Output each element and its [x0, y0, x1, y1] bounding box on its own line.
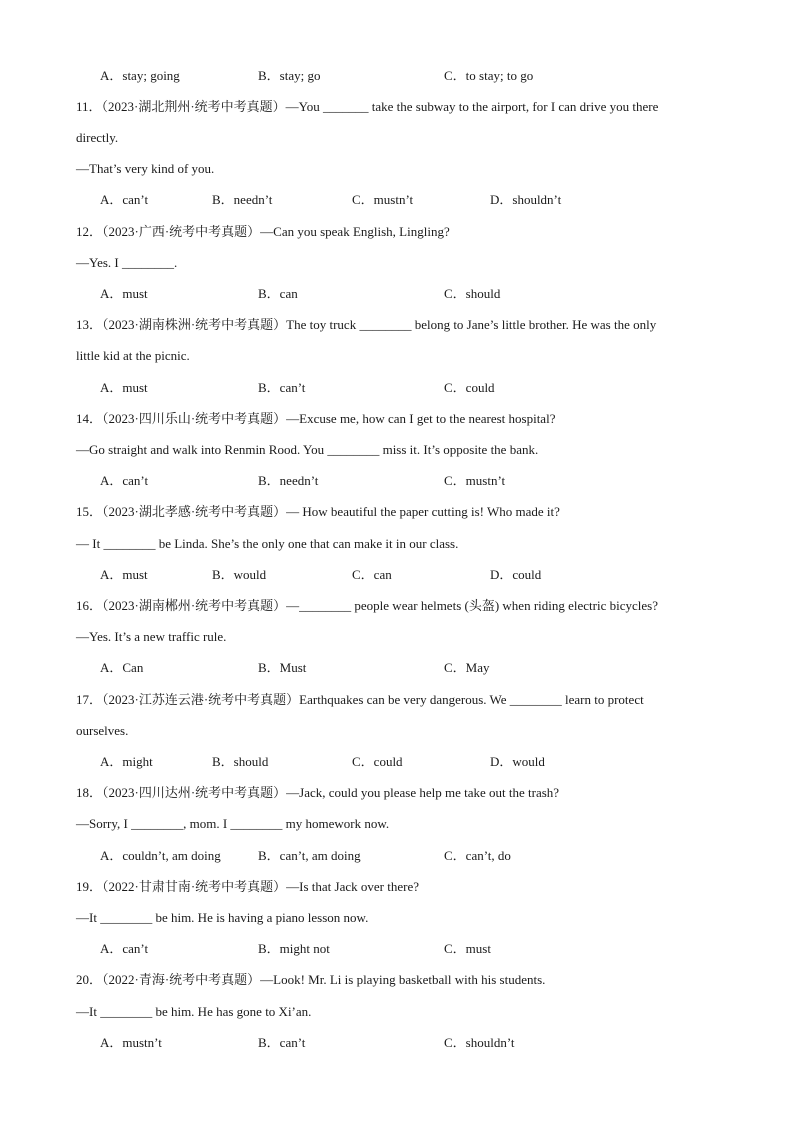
answer-option-a: A．can’t: [100, 941, 149, 956]
answer-option-d: D．shouldn’t: [490, 192, 562, 207]
question-text-line: 15．（2023·湖北孝感·统考中考真题）— How beautiful the paper cutting is! Who made it?: [76, 504, 560, 519]
question-text-line: —Go straight and walk into Renmin Rood. You ________ miss it. It’s opposite the bank.: [76, 442, 539, 457]
answer-option-a: A．must: [100, 286, 148, 301]
answer-option-c: C．should: [444, 286, 501, 301]
question-text-line: little kid at the picnic.: [76, 348, 190, 363]
question-text-line: 17．（2023·江苏连云港·统考中考真题）Earthquakes can be very dangerous. We ________ learn to protect: [76, 692, 644, 707]
answer-option-d: D．would: [490, 754, 545, 769]
answer-option-b: B．needn’t: [212, 192, 273, 207]
question-text-line: —Yes. It’s a new traffic rule.: [76, 629, 227, 644]
answer-option-a: A．can’t: [100, 192, 149, 207]
answer-option-b: B．can: [258, 286, 298, 301]
answer-options-row: [76, 1034, 734, 1052]
answer-option-a: A．Can: [100, 660, 144, 675]
answer-option-b: B．can’t: [258, 1035, 306, 1050]
answer-option-b: B．might not: [258, 941, 330, 956]
answer-option-c: C．could: [352, 754, 403, 769]
answer-option-c: C．mustn’t: [444, 473, 506, 488]
question-text-line: —That’s very kind of you.: [76, 161, 215, 176]
question-text-line: directly.: [76, 130, 119, 145]
question-text-line: —Sorry, I ________, mom. I ________ my homework now.: [76, 816, 390, 831]
answer-options-row: [76, 191, 734, 209]
question-text-line: ourselves.: [76, 723, 129, 738]
answer-options-row: [76, 753, 734, 771]
question-text-line: —It ________ be him. He is having a piano lesson now.: [76, 910, 369, 925]
question-text-line: 11．（2023·湖北荆州·统考中考真题）—You _______ take the subway to the airport, for I can drive you there: [76, 99, 659, 114]
answer-option-c: C．can: [352, 567, 392, 582]
answer-options-row: [76, 285, 734, 303]
question-text-line: 18．（2023·四川达州·统考中考真题）—Jack, could you please help me take out the trash?: [76, 785, 560, 800]
answer-option-b: B．needn’t: [258, 473, 319, 488]
answer-option-c: C．shouldn’t: [444, 1035, 515, 1050]
answer-option-a: A．must: [100, 567, 148, 582]
answer-options-row: [76, 659, 734, 677]
answer-option-b: B．should: [212, 754, 269, 769]
answer-option-c: C．to stay; to go: [444, 68, 534, 83]
answer-option-a: A．mustn’t: [100, 1035, 162, 1050]
answer-options-row: [76, 847, 734, 865]
answer-options-row: [76, 67, 734, 85]
answer-option-a: A．stay; going: [100, 68, 180, 83]
answer-option-a: A．can’t: [100, 473, 149, 488]
answer-option-c: C．must: [444, 941, 491, 956]
question-text-line: 16．（2023·湖南郴州·统考中考真题）—________ people wear helmets (头盔) when riding electric bicycles?: [76, 598, 658, 613]
answer-options-row: [76, 472, 734, 490]
answer-option-d: D．could: [490, 567, 542, 582]
answer-option-a: A．might: [100, 754, 153, 769]
question-text-line: 19．（2022·甘肃甘南·统考中考真题）—Is that Jack over there?: [76, 879, 419, 894]
question-text-line: 20．（2022·青海·统考中考真题）—Look! Mr. Li is playing basketball with his students.: [76, 972, 546, 987]
question-text-line: —Yes. I ________.: [76, 255, 178, 270]
question-text-line: 12．（2023·广西·统考中考真题）—Can you speak English, Lingling?: [76, 224, 450, 239]
answer-option-c: C．May: [444, 660, 490, 675]
answer-option-a: A．must: [100, 380, 148, 395]
question-text-line: —It ________ be him. He has gone to Xi’an.: [76, 1004, 312, 1019]
question-text-line: 14．（2023·四川乐山·统考中考真题）—Excuse me, how can I get to the nearest hospital?: [76, 411, 556, 426]
answer-options-row: [76, 566, 734, 584]
answer-options-row: [76, 940, 734, 958]
answer-option-c: C．can’t, do: [444, 848, 511, 863]
question-text-line: — It ________ be Linda. She’s the only one that can make it in our class.: [76, 536, 459, 551]
answer-option-b: B．can’t, am doing: [258, 848, 361, 863]
answer-option-b: B．Must: [258, 660, 307, 675]
answer-option-b: B．can’t: [258, 380, 306, 395]
answer-option-b: B．would: [212, 567, 267, 582]
answer-option-a: A．couldn’t, am doing: [100, 848, 221, 863]
answer-options-row: [76, 379, 734, 397]
answer-option-c: C．mustn’t: [352, 192, 414, 207]
answer-option-b: B．stay; go: [258, 68, 321, 83]
answer-option-c: C．could: [444, 380, 495, 395]
question-text-line: 13．（2023·湖南株洲·统考中考真题）The toy truck ________ belong to Jane’s little brother. He was the only: [76, 317, 657, 332]
